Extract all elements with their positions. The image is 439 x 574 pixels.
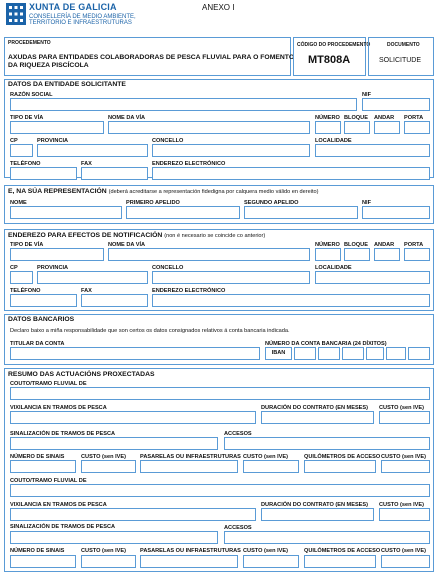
razon-social-label: RAZÓN SOCIAL [10,92,53,98]
fax-field[interactable] [81,167,148,180]
notif-provincia-label: PROVINCIA [37,265,69,271]
localidade-field[interactable] [315,144,430,157]
duracion-field-2[interactable] [261,508,374,521]
notif-porta-label: PORTA [404,242,424,248]
notification-title-note: (non é necesario se coincide co anterior) [164,233,266,239]
dept-line-1: CONSELLERÍA DE MEDIO AMBIENTE, [29,14,136,20]
numero-label: NÚMERO [315,115,340,121]
rep-nif-label: NIF [362,200,372,206]
notif-cp-field[interactable] [10,271,33,284]
cp-field[interactable] [10,144,33,157]
notif-numero-field[interactable] [315,248,341,261]
custo-accesos-label-1: CUSTO (sen IVE) [381,454,426,460]
custo-vixilancia-field-2[interactable] [379,508,430,521]
numero-sinais-field-1[interactable] [10,460,76,473]
rep-primeiro-apelido-label: PRIMEIRO APELIDO [126,200,180,206]
custo-sinais-field-1[interactable] [81,460,136,473]
pasarelas-field-1[interactable] [140,460,238,473]
custo-sinais-label-1: CUSTO (sen IVE) [81,454,126,460]
xunta-emblem-icon [6,3,26,25]
account-digits-3[interactable] [342,347,364,360]
bank-declaration: Declaro baixo a miña responsabilidade que son certos os datos consignados relativos á conta bancaria indicada. [10,328,290,334]
email-label: ENDEREZO ELECTRÓNICO [152,161,226,167]
representative-title-text: E, NA SÚA REPRESENTACIÓN [8,188,107,195]
nome-via-label: NOME DA VÍA [108,115,146,121]
vixilancia-field-1[interactable] [10,411,256,424]
quilometros-field-1[interactable] [304,460,376,473]
notif-localidade-field[interactable] [315,271,430,284]
telefono-label: TELÉFONO [10,161,41,167]
account-digits-2[interactable] [318,347,340,360]
couto-field-1[interactable] [10,387,430,400]
notification-title-text: ENDEREZO PARA EFECTOS DE NOTIFICACIÓN [8,232,163,239]
custo-pasarelas-label-1: CUSTO (sen IVE) [243,454,288,460]
bloque-label: BLOQUE [344,115,368,121]
representative-title-note: (deberá acreditarse a representación fidedigna por calquera medio válido en dereito) [108,189,319,195]
sinalizacion-label-1: SINALIZACIÓN DE TRAMOS DE PESCA [10,431,116,437]
document-label: DOCUMENTO [387,42,420,48]
sinalizacion-label-2: SINALIZACIÓN DE TRAMOS DE PESCA [10,524,116,530]
concello-label: CONCELLO [152,138,184,144]
cp-label: CP [10,138,18,144]
vixilancia-label-1: VIXILANCIA EN TRAMOS DE PESCA [10,405,107,411]
accesos-label-1: ACCESOS [224,431,252,437]
porta-label: PORTA [404,115,424,121]
vixilancia-field-2[interactable] [10,508,256,521]
vixilancia-label-2: VIXILANCIA EN TRAMOS DE PESCA [10,502,107,508]
custo-sinais-field-2[interactable] [81,555,136,568]
notif-bloque-label: BLOQUE [344,242,368,248]
annex-label: ANEXO I [202,3,235,12]
procedure-title-2: DA RIQUEZA PISCÍCOLA [8,62,89,69]
notif-nome-via-label: NOME DA VÍA [108,242,146,248]
notif-telefono-field[interactable] [10,294,77,307]
custo-pasarelas-label-2: CUSTO (sen IVE) [243,548,288,554]
notif-localidade-label: LOCALIDADE [315,265,352,271]
notif-telefono-label: TELÉFONO [10,288,41,294]
accesos-label-2: ACCESOS [224,525,252,531]
custo-pasarelas-field-1[interactable] [243,460,299,473]
notification-title [8,232,265,240]
notif-provincia-field[interactable] [37,271,148,284]
custo-vixilancia-label-1: CUSTO (sen IVE) [379,405,424,411]
notif-nome-via-field[interactable] [108,248,310,261]
provincia-field[interactable] [37,144,148,157]
andar-label: ANDAR [374,115,395,121]
duracion-label-1: DURACIÓN DO CONTRATO (EN MESES) [261,405,369,411]
email-field[interactable] [152,167,430,180]
nif-field[interactable] [362,98,430,111]
provincia-label: PROVINCIA [37,138,69,144]
notif-bloque-field[interactable] [344,248,370,261]
duracion-label-2: DURACIÓN DO CONTRATO (EN MESES) [261,502,369,508]
titular-field[interactable] [10,347,260,360]
porta-field[interactable] [404,121,430,134]
custo-vixilancia-label-2: CUSTO (sen IVE) [379,502,424,508]
sinalizacion-field-2[interactable] [10,531,218,544]
rep-segundo-apelido-label: SEGUNDO APELIDO [244,200,299,206]
actions-title: RESUMO DAS ACTUACIÓNS PROXECTADAS [8,371,155,378]
fax-label: FAX [81,161,92,167]
localidade-label: LOCALIDADE [315,138,352,144]
account-number-label: NÚMERO DA CONTA BANCARIA (24 DÍXITOS) [265,341,387,347]
quilometros-label-1: QUILÓMETROS DE ACCESO [304,454,381,460]
pasarelas-label-1: PASARELAS OU INFRAESTRUTURAS [140,454,241,460]
notif-numero-label: NÚMERO [315,242,340,248]
accesos-field-2[interactable] [224,531,430,544]
custo-accesos-label-2: CUSTO (sen IVE) [381,548,426,554]
document-value: SOLICITUDE [379,57,422,64]
procedure-title-1: AXUDAS PARA ENTIDADES COLABORADORAS DE PESCA FLUVIAL PARA O FOMENTO [8,54,295,61]
quilometros-field-2[interactable] [304,555,376,568]
org-name: XUNTA DE GALICIA [29,2,117,12]
notif-concello-field[interactable] [152,271,310,284]
rep-nome-field[interactable] [10,206,122,219]
custo-vixilancia-field-1[interactable] [379,411,430,424]
numero-sinais-label-2: NÚMERO DE SINAIS [10,548,65,554]
pasarelas-label-2: PASARELAS OU INFRAESTRUTURAS [140,548,241,554]
rep-segundo-apelido-field[interactable] [244,206,358,219]
notif-andar-field[interactable] [374,248,400,261]
quilometros-label-2: QUILÓMETROS DE ACCESO [304,548,381,554]
code-value: MT808A [308,54,351,66]
accesos-field-1[interactable] [224,437,430,450]
account-digits-4[interactable] [366,347,384,360]
numero-field[interactable] [315,121,341,134]
pasarelas-field-2[interactable] [140,555,238,568]
notif-tipo-via-label: TIPO DE VÍA [10,242,44,248]
account-digits-6[interactable] [408,347,430,360]
custo-accesos-field-2[interactable] [381,555,430,568]
titular-label: TITULAR DA CONTA [10,341,65,347]
nome-via-field[interactable] [108,121,310,134]
notif-concello-label: CONCELLO [152,265,184,271]
duracion-field-1[interactable] [261,411,374,424]
account-digits-1[interactable] [294,347,316,360]
andar-field[interactable] [374,121,400,134]
notif-tipo-via-field[interactable] [10,248,104,261]
custo-accesos-field-1[interactable] [381,460,430,473]
dept-line-2: TERRITORIO E INFRAESTRUTURAS [29,20,132,26]
notif-andar-label: ANDAR [374,242,395,248]
custo-pasarelas-field-2[interactable] [243,555,299,568]
couto-label-2: COUTO/TRAMO FLUVIAL DE [10,478,87,484]
xunta-logo [6,3,26,25]
rep-primeiro-apelido-field[interactable] [126,206,240,219]
sinalizacion-field-1[interactable] [10,437,218,450]
numero-sinais-field-2[interactable] [10,555,76,568]
concello-field[interactable] [152,144,310,157]
couto-field-2[interactable] [10,484,430,497]
iban-prefix: IBAN [265,347,292,360]
rep-nif-field[interactable] [362,206,430,219]
account-digits-5[interactable] [386,347,406,360]
couto-label-1: COUTO/TRAMO FLUVIAL DE [10,381,87,387]
rep-nome-label: NOME [10,200,27,206]
applicant-title: DATOS DA ENTIDADE SOLICITANTE [8,81,126,88]
representative-title [8,188,319,196]
bank-title: DATOS BANCARIOS [8,316,75,323]
notif-cp-label: CP [10,265,18,271]
notif-fax-field[interactable] [81,294,148,307]
code-label: CÓDIGO DO PROCEDEMENTO [297,42,371,48]
tipo-via-field[interactable] [10,121,104,134]
telefono-field[interactable] [10,167,77,180]
numero-sinais-label-1: NÚMERO DE SINAIS [10,454,65,460]
notif-email-label: ENDEREZO ELECTRÓNICO [152,288,226,294]
nif-label: NIF [362,92,372,98]
custo-sinais-label-2: CUSTO (sen IVE) [81,548,126,554]
procedure-label: PROCEDEMENTO [8,40,51,46]
razon-social-field[interactable] [10,98,357,111]
notif-email-field[interactable] [152,294,430,307]
tipo-via-label: TIPO DE VÍA [10,115,44,121]
notif-fax-label: FAX [81,288,92,294]
bloque-field[interactable] [344,121,370,134]
notif-porta-field[interactable] [404,248,430,261]
